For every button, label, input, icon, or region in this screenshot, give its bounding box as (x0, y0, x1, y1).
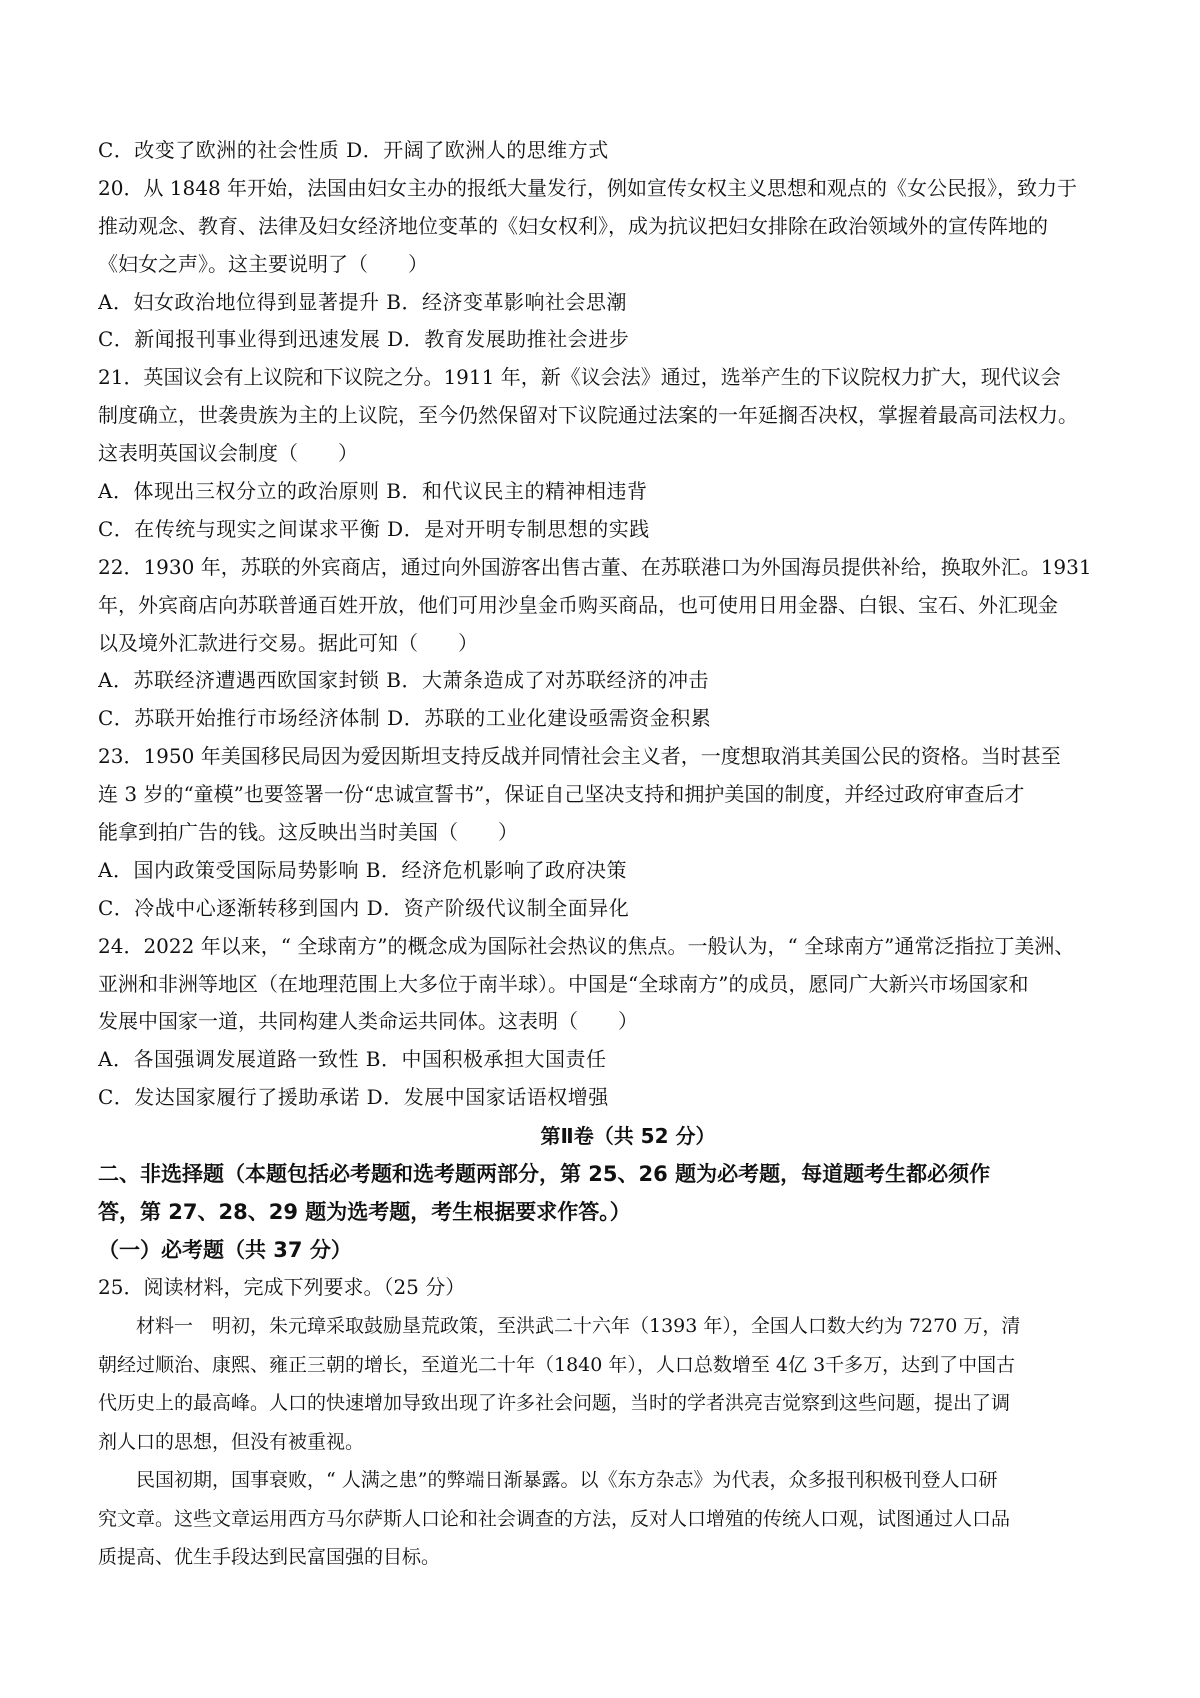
q21-stem-line: 制度确立，世袭贵族为主的上议院，至今仍然保留对下议院通过法案的一年延搁否决权，掌握着最高司法权力。 (98, 403, 1078, 428)
section-2-title: 第Ⅱ卷（共 52 分） (540, 1124, 716, 1149)
question-20 (98, 170, 1158, 359)
q20-options-cd: C．新闻报刊事业得到迅速发展 D．教育发展助推社会进步 (98, 327, 630, 352)
q22-stem-line: 以及境外汇款进行交易。据此可知（ ） (98, 630, 478, 655)
q22-stem-line: 年，外宾商店向苏联普通百姓开放，他们可用沙皇金币购买商品，也可使用日用金器、白银、宝石、外汇现金 (98, 592, 1058, 617)
question-24 (98, 928, 1158, 1117)
q23-stem-line: 连 3 岁的“童模”也要签署一份“忠诚宣誓书”，保证自己坚决支持和拥护美国的制度，并经过政府审查后才 (98, 782, 1025, 807)
q24-stem-line: 亚洲和非洲等地区（在地理范围上大多位于南半球）。中国是“全球南方”的成员，愿同广大新兴市场国家和 (98, 971, 1029, 996)
q24-options-ab: A．各国强调发展道路一致性 B．中国积极承担大国责任 (98, 1047, 607, 1072)
q25-material-1 (98, 1307, 1158, 1577)
q20-stem-line: 推动观念、教育、法律及妇女经济地位变革的《妇女权利》，成为抗议把妇女排除在政治领域外的宣传阵地的 (98, 213, 1048, 238)
q24-stem-line: 24．2022 年以来，“ 全球南方”的概念成为国际社会热议的焦点。一般认为，“ 全球南方”通常泛指拉丁美洲、 (98, 933, 1075, 958)
material-line: 究文章。这些文章运用西方马尔萨斯人口论和社会调查的方法，反对人口增殖的传统人口观，试图通过人口品 (98, 1507, 1011, 1530)
page-content (98, 132, 1158, 1577)
q23-options-cd: C．冷战中心逐渐转移到国内 D．资产阶级代议制全面异化 (98, 895, 630, 920)
q21-options-cd: C．在传统与现实之间谋求平衡 D．是对开明专制思想的实践 (98, 516, 650, 541)
question-23 (98, 738, 1158, 927)
q24-stem-line: 发展中国家一道，共同构建人类命运共同体。这表明（ ） (98, 1009, 638, 1034)
section-2-heading-line: 二、非选择题（本题包括必考题和选考题两部分，第 25、26 题为必考题，每道题考生都必须作 (98, 1162, 991, 1187)
q21-stem-line: 这表明英国议会制度（ ） (98, 441, 358, 466)
material-line: 代历史上的最高峰。人口的快速增加导致出现了许多社会问题，当时的学者洪亮吉觉察到这些问题，提出了调 (98, 1392, 1011, 1415)
q19-options-cd: C．改变了欧洲的社会性质 D．开阔了欧洲人的思维方式 (98, 138, 609, 162)
q24-options-cd: C．发达国家履行了援助承诺 D．发展中国家话语权增强 (98, 1085, 609, 1110)
q22-options-ab: A．苏联经济遭遇西欧国家封锁 B．大萧条造成了对苏联经济的冲击 (98, 668, 709, 693)
material-line: 朝经过顺治、康熙、雍正三朝的增长，至道光二十年（1840 年），人口总数增至 4亿 3千多万，达到了中国古 (98, 1353, 1016, 1376)
required-questions-subheading: （一）必考题（共 37 分） (98, 1238, 352, 1263)
material-line: 剂人口的思想，但没有被重视。 (98, 1430, 365, 1453)
q21-stem-line: 21．英国议会有上议院和下议院之分。1911 年，新《议会法》通过，选举产生的下议院权力扩大，现代议会 (98, 365, 1061, 390)
question-22 (98, 549, 1158, 738)
section-2-heading-line: 答，第 27、28、29 题为选考题，考生根据要求作答。） (98, 1200, 631, 1225)
q22-stem-line: 22．1930 年，苏联的外宾商店，通过向外国游客出售古董、在苏联港口为外国海员提供补给，换取外汇。1931 (98, 554, 1092, 579)
q25-stem: 25．阅读材料，完成下列要求。（25 分） (98, 1275, 466, 1300)
material-line: 民国初期，国事衰败，“ 人满之患”的弊端日渐暴露。以《东方杂志》为代表，众多报刊积极刊登人口研 (136, 1469, 998, 1492)
q21-options-ab: A．体现出三权分立的政治原则 B．和代议民主的精神相违背 (98, 479, 648, 504)
material-line: 质提高、优生手段达到民富国强的目标。 (98, 1546, 441, 1569)
question-21 (98, 359, 1158, 548)
q23-options-ab: A．国内政策受国际局势影响 B．经济危机影响了政府决策 (98, 857, 627, 882)
q20-stem-line: 20．从 1848 年开始，法国由妇女主办的报纸大量发行，例如宣传女权主义思想和观点的《女公民报》，致力于 (98, 175, 1078, 200)
q20-stem-line: 《妇女之声》。这主要说明了（ ） (98, 251, 428, 276)
q23-stem-line: 23．1950 年美国移民局因为爱因斯坦支持反战并同情社会主义者，一度想取消其美国公民的资格。当时甚至 (98, 744, 1061, 769)
material-line: 材料一 明初，朱元璋采取鼓励垦荒政策，至洪武二十六年（1393 年），全国人口数大约为 7270 万，清 (136, 1315, 1021, 1338)
question-25 (98, 1269, 1158, 1576)
q20-options-ab: A．妇女政治地位得到显著提升 B．经济变革影响社会思潮 (98, 289, 627, 314)
q23-stem-line: 能拿到拍广告的钱。这反映出当时美国（ ） (98, 820, 518, 845)
q22-options-cd: C．苏联开始推行市场经济体制 D．苏联的工业化建设亟需资金积累 (98, 706, 712, 731)
